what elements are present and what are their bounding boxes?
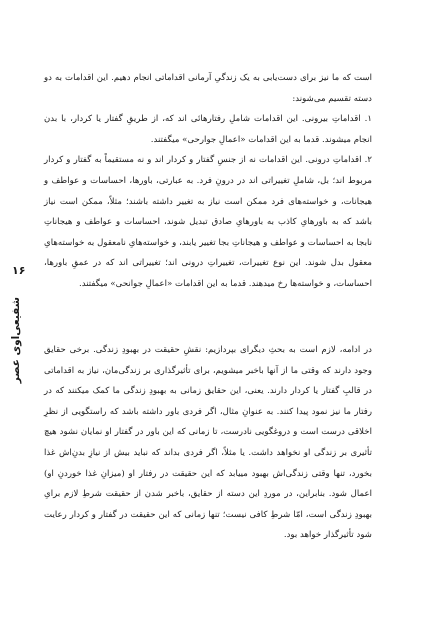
text-block-top [44, 68, 372, 295]
paragraph-truth-role: در ادامه، لازم است به بحثِ دیگرای بپردازیم: نقشِ حقیقت در بهبودِ زندگی. برخی حقایق وجود دارند که وقتی ما از آنها باخبر میشویم، برای تأثیرگذاری بر زندگی‌مان، نیاز به اقداماتی در قالبِ گفتار یا کردار دارند. یعنی، این حقایق زمانی به بهبودِ زندگی ما کمک میکنند که در رفتار ما نیز نمود پیدا کنند. به عنوانِ مثال، اگر فردی باور داشته باشد که راستگویی از نظرِ اخلاقی درست است و دروغگویی نادرست، تا زمانی که این باور در گفتار او نمایان نشود هیچ تأثیری بر زندگی او نخواهد داشت. یا مثلاً، اگر فردی بداند که نباید بیش از نیازِ بدنِ‌اش غذا بخورد، تنها وقتی زندگی‌اش بهبود مییابد که این حقیقت در رفتار او (میزانِ غذا خوردنِ او) اعمال شود. بنابراین، در موردِ این دسته از حقایق، باخبر شدن از حقیقت شرطِ لازم برایِ بهبودِ زندگی است، امّا شرطِ کافی نیست؛ تنها زمانی که این حقیقت در گفتار و کردار رعایت شود تأثیرگذار خواهد بود. [44, 345, 372, 541]
running-title-text: شفیعی‌اوی عصر [10, 297, 22, 384]
paragraph-intro: است که ما نیز برای دست‌یابی به یک زندگیِ آرمانی اقداماتی انجام دهیم. این اقدامات به دو دسته تقسیم می‌شوند: [44, 73, 372, 104]
paragraph-external-actions: ۱. اقداماتِ بیرونی. این اقدامات شاملِ رفتارهائی اند که، از طریقِ گفتار یا کردار، با بدن انجام میشوند. قدما به این اقدامات «اعمالِ جوارحی» میگفتند. [44, 114, 372, 145]
paragraph-internal-actions: ۲. اقداماتِ درونی. این اقدامات نه از جنسِ گفتار و کردار اند و نه مستقیماً به گفتار و کردار مربوط اند؛ بل، شاملِ تغییراتی اند در درونِ فرد. به عبارتی، باورها، احساسات و عواطف و هیجانات، و خواسته‌های فرد ممکن است نیاز به تغییر داشته باشند؛ مثلاً، ممکن است نیاز باشد که به باورهایِ کاذب به باورهایِ صادق تبدیل شوند، احساسات و عواطف و هیجاناتِ نابجا به احساسات و عواطف و هیجاناتِ بجا تغییر یابند، و خواسته‌هایِ نامعقول به خواسته‌هایِ معقول بدل شوند. این نوع تغییرات، تغییراتِ درونی اند؛ تغییراتی اند که در عمقِ باورها، احساسات، و خواسته‌ها رخ میدهند. قدما به این اقدامات «اعمالِ جوانحی» میگفتند. [44, 155, 372, 289]
page-number: ۱۶ [12, 264, 26, 277]
running-title [5, 288, 27, 393]
text-block-bottom [44, 340, 372, 546]
